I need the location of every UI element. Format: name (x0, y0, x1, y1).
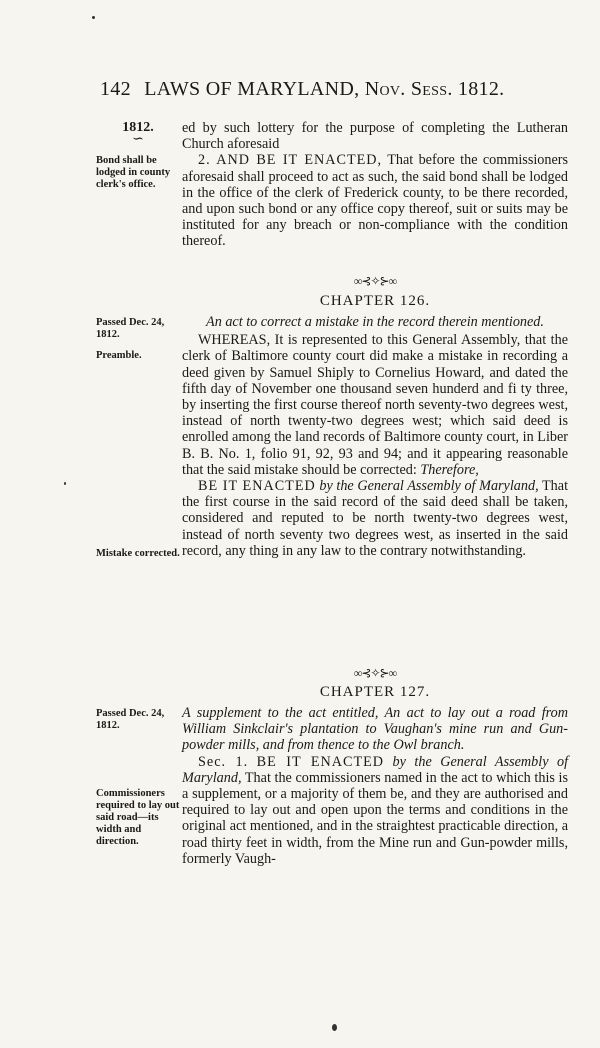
header-session: Nov. Sess. 1812. (364, 78, 505, 100)
margin-year: 1812. (122, 120, 154, 135)
preamble (182, 332, 568, 478)
enact-text-127: That the commissioners named in the act to which this is a supplement, or a majority of them be, and they are authorised and required to lay out and open upon the terms and conditions in the original act mentioned, and in the straightest practicable direction, a road thirty feet in width, from the Mine run and Gun-powder mills, formerly Vaugh- (182, 769, 568, 867)
section-2 (182, 152, 568, 249)
sec-label: Sec. 1. (198, 753, 249, 770)
page-number: 142 (100, 78, 131, 100)
flourish-2: ∞⊰✧⊱∞ (353, 666, 397, 680)
margin-year-block (96, 120, 180, 145)
margin-passed-127: Passed Dec. 24, 1812. (96, 708, 165, 731)
preamble-text: WHEREAS, It is represented to this General Assembly, that the clerk of Baltimore county court did make a mistake in recording a deed given by Samuel Shiply to Cornelius Howard, and dated the fifth day of November one thousand seven hunderd and fi ty three, by inserting the first course thereof north seventy-two degrees west, instead of north twenty-two degrees west; which said deed is enrolled among the land records of Baltimore county court, in Liber B. B. No. 1, folio 91, 92, 93 and 94; and it appearing reasonable that the said mistake should be corrected: (182, 332, 568, 478)
section-2-opening: 2. AND BE IT ENACTED, (198, 152, 383, 169)
margin-tilde: ∽ (132, 132, 144, 147)
margin-mistake-corrected: Mistake corrected. (96, 548, 180, 559)
chapter-126-heading: CHAPTER 126. (319, 293, 431, 309)
enact-opening-127: BE IT ENACTED (256, 753, 385, 770)
chapter-126-body (182, 314, 568, 559)
chapter-126-enactment (182, 478, 568, 559)
enact-text-126: That the first course in the said record of the said deed shall be taken, considered and reputed to be north twenty-two degrees west, instead of north seventy two degrees west, as inserted in the said record, any thing in any law to the contrary notwithstanding. (182, 478, 569, 559)
margin-commissioners: Commissioners required to lay out said road—its width and direction. (96, 788, 180, 847)
header-title: LAWS OF MARYLAND, (144, 78, 360, 100)
scan-speck (332, 1024, 337, 1031)
chapter-127-title (182, 705, 568, 754)
top-body (182, 120, 568, 250)
chapter-127-heading: CHAPTER 127. (319, 684, 431, 700)
title-part1: A supplement to the act entitled, (182, 705, 379, 721)
scan-speck (64, 482, 66, 485)
chapter-127-body (182, 705, 568, 867)
chapter-127-section-1 (182, 754, 568, 867)
section-2-text: That before the commissioners aforesaid shall proceed to act as such, the said bond shall be lodged in the office of the clerk of Frederick county, to be there recorded, and upon such bond or any office copy thereof, suit or suits may be instituted for any breach or non-compliance with the condition thereof. (182, 152, 569, 250)
flourish-1: ∞⊰✧⊱∞ (353, 274, 397, 288)
continuation-text: ed by such lottery for the purpose of completing the Lutheran Church aforesaid (182, 120, 568, 153)
margin-preamble: Preamble. (96, 350, 142, 361)
running-head (100, 78, 570, 101)
scan-speck (92, 16, 95, 19)
enact-opening-126: BE IT ENACTED (198, 478, 316, 495)
chapter-126-title: An act to correct a mistake in the record therein mentioned. (206, 314, 544, 330)
enact-italic-127: by the General Assembly of Maryland, (182, 753, 569, 786)
title-part2: An act to lay out a road from William Sinkclair's plantation to Vaughan's mine run and Gun-powder mills, and from thence to the Owl branch. (182, 705, 568, 754)
enact-italic-126: by the General Assembly of Maryland, (319, 478, 539, 495)
therefore: Therefore, (420, 461, 479, 478)
margin-passed-126: Passed Dec. 24, 1812. (96, 317, 165, 340)
margin-note-bond: Bond shall be lodged in county clerk's office. (96, 155, 171, 190)
